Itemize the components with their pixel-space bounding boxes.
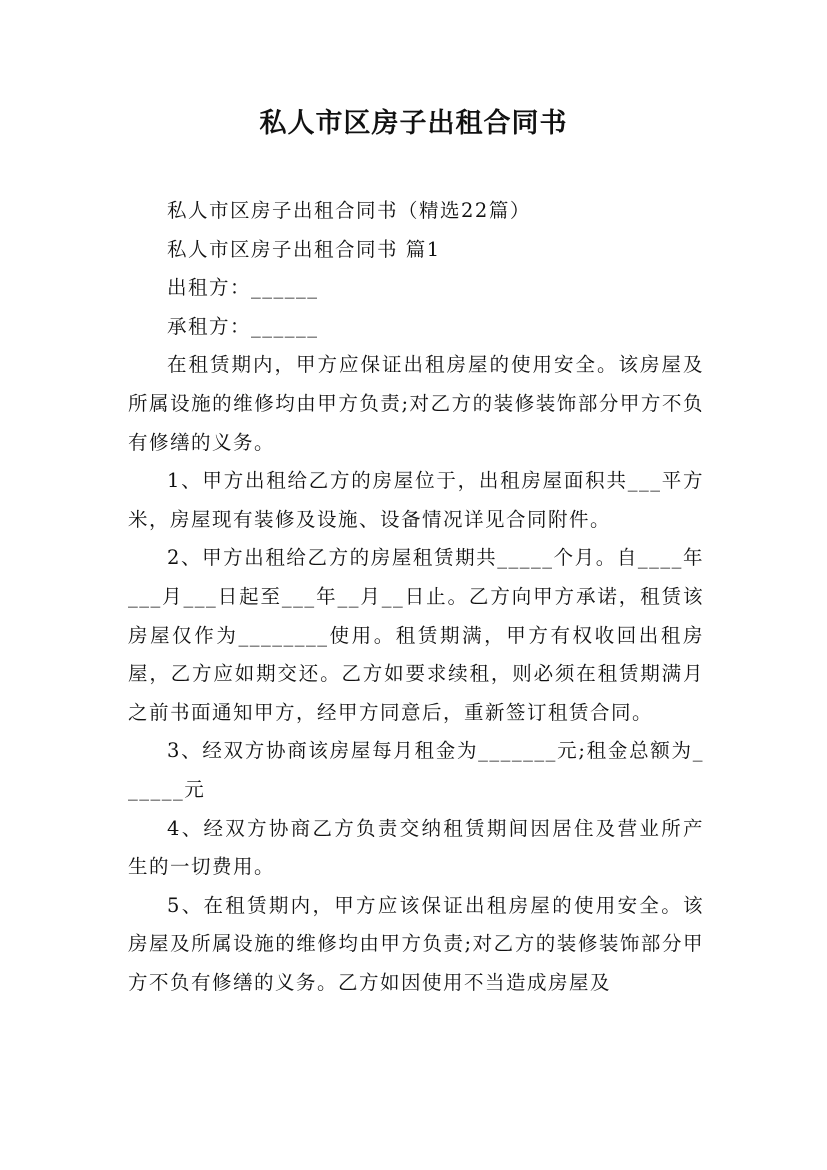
paragraph-lessor: 出租方：______: [167, 276, 319, 300]
paragraph-intro: 在租赁期内，甲方应保证出租房屋的使用安全。该房屋及所属设施的维修均由甲方负责;对乙方的装修装饰部分甲方不负有修缮的义务。: [128, 353, 704, 454]
paragraph-subtitle: 私人市区房子出租合同书（精选22篇）: [167, 199, 531, 222]
paragraph-lessee: 承租方：______: [167, 314, 319, 338]
document-title: 私人市区房子出租合同书: [259, 108, 568, 139]
paragraph-section-heading: 私人市区房子出租合同书 篇1: [167, 237, 441, 261]
paragraph-clause-3: 3、经双方协商该房屋每月租金为_______元;租金总额为______元: [128, 739, 704, 801]
paragraph-clause-5: 5、在租赁期内，甲方应该保证出租房屋的使用安全。该房屋及所属设施的维修均由甲方负责;对乙方的装修装饰部分甲方不负有修缮的义务。乙方如因使用不当造成房屋及: [128, 893, 704, 994]
document-body: [128, 192, 704, 1002]
paragraph-clause-4: 4、经双方协商乙方负责交纳租赁期间因居住及营业所产生的一切费用。: [128, 816, 704, 879]
paragraph-clause-1: 1、甲方出租给乙方的房屋位于，出租房屋面积共___平方米，房屋现有装修及设施、设备情况详见合同附件。: [128, 469, 704, 531]
paragraph-clause-2: 2、甲方出租给乙方的房屋租赁期共_____个月。自____年___月___日起至___年__月__日止。乙方向甲方承诺，租赁该房屋仅作为________使用。租赁期满，甲方有权收回出租房屋，乙方应如期交还。乙方如要求续租，则必须在租赁期满月之前书面通知甲方，经甲方同意后，重新签订租赁合同。: [128, 546, 704, 724]
